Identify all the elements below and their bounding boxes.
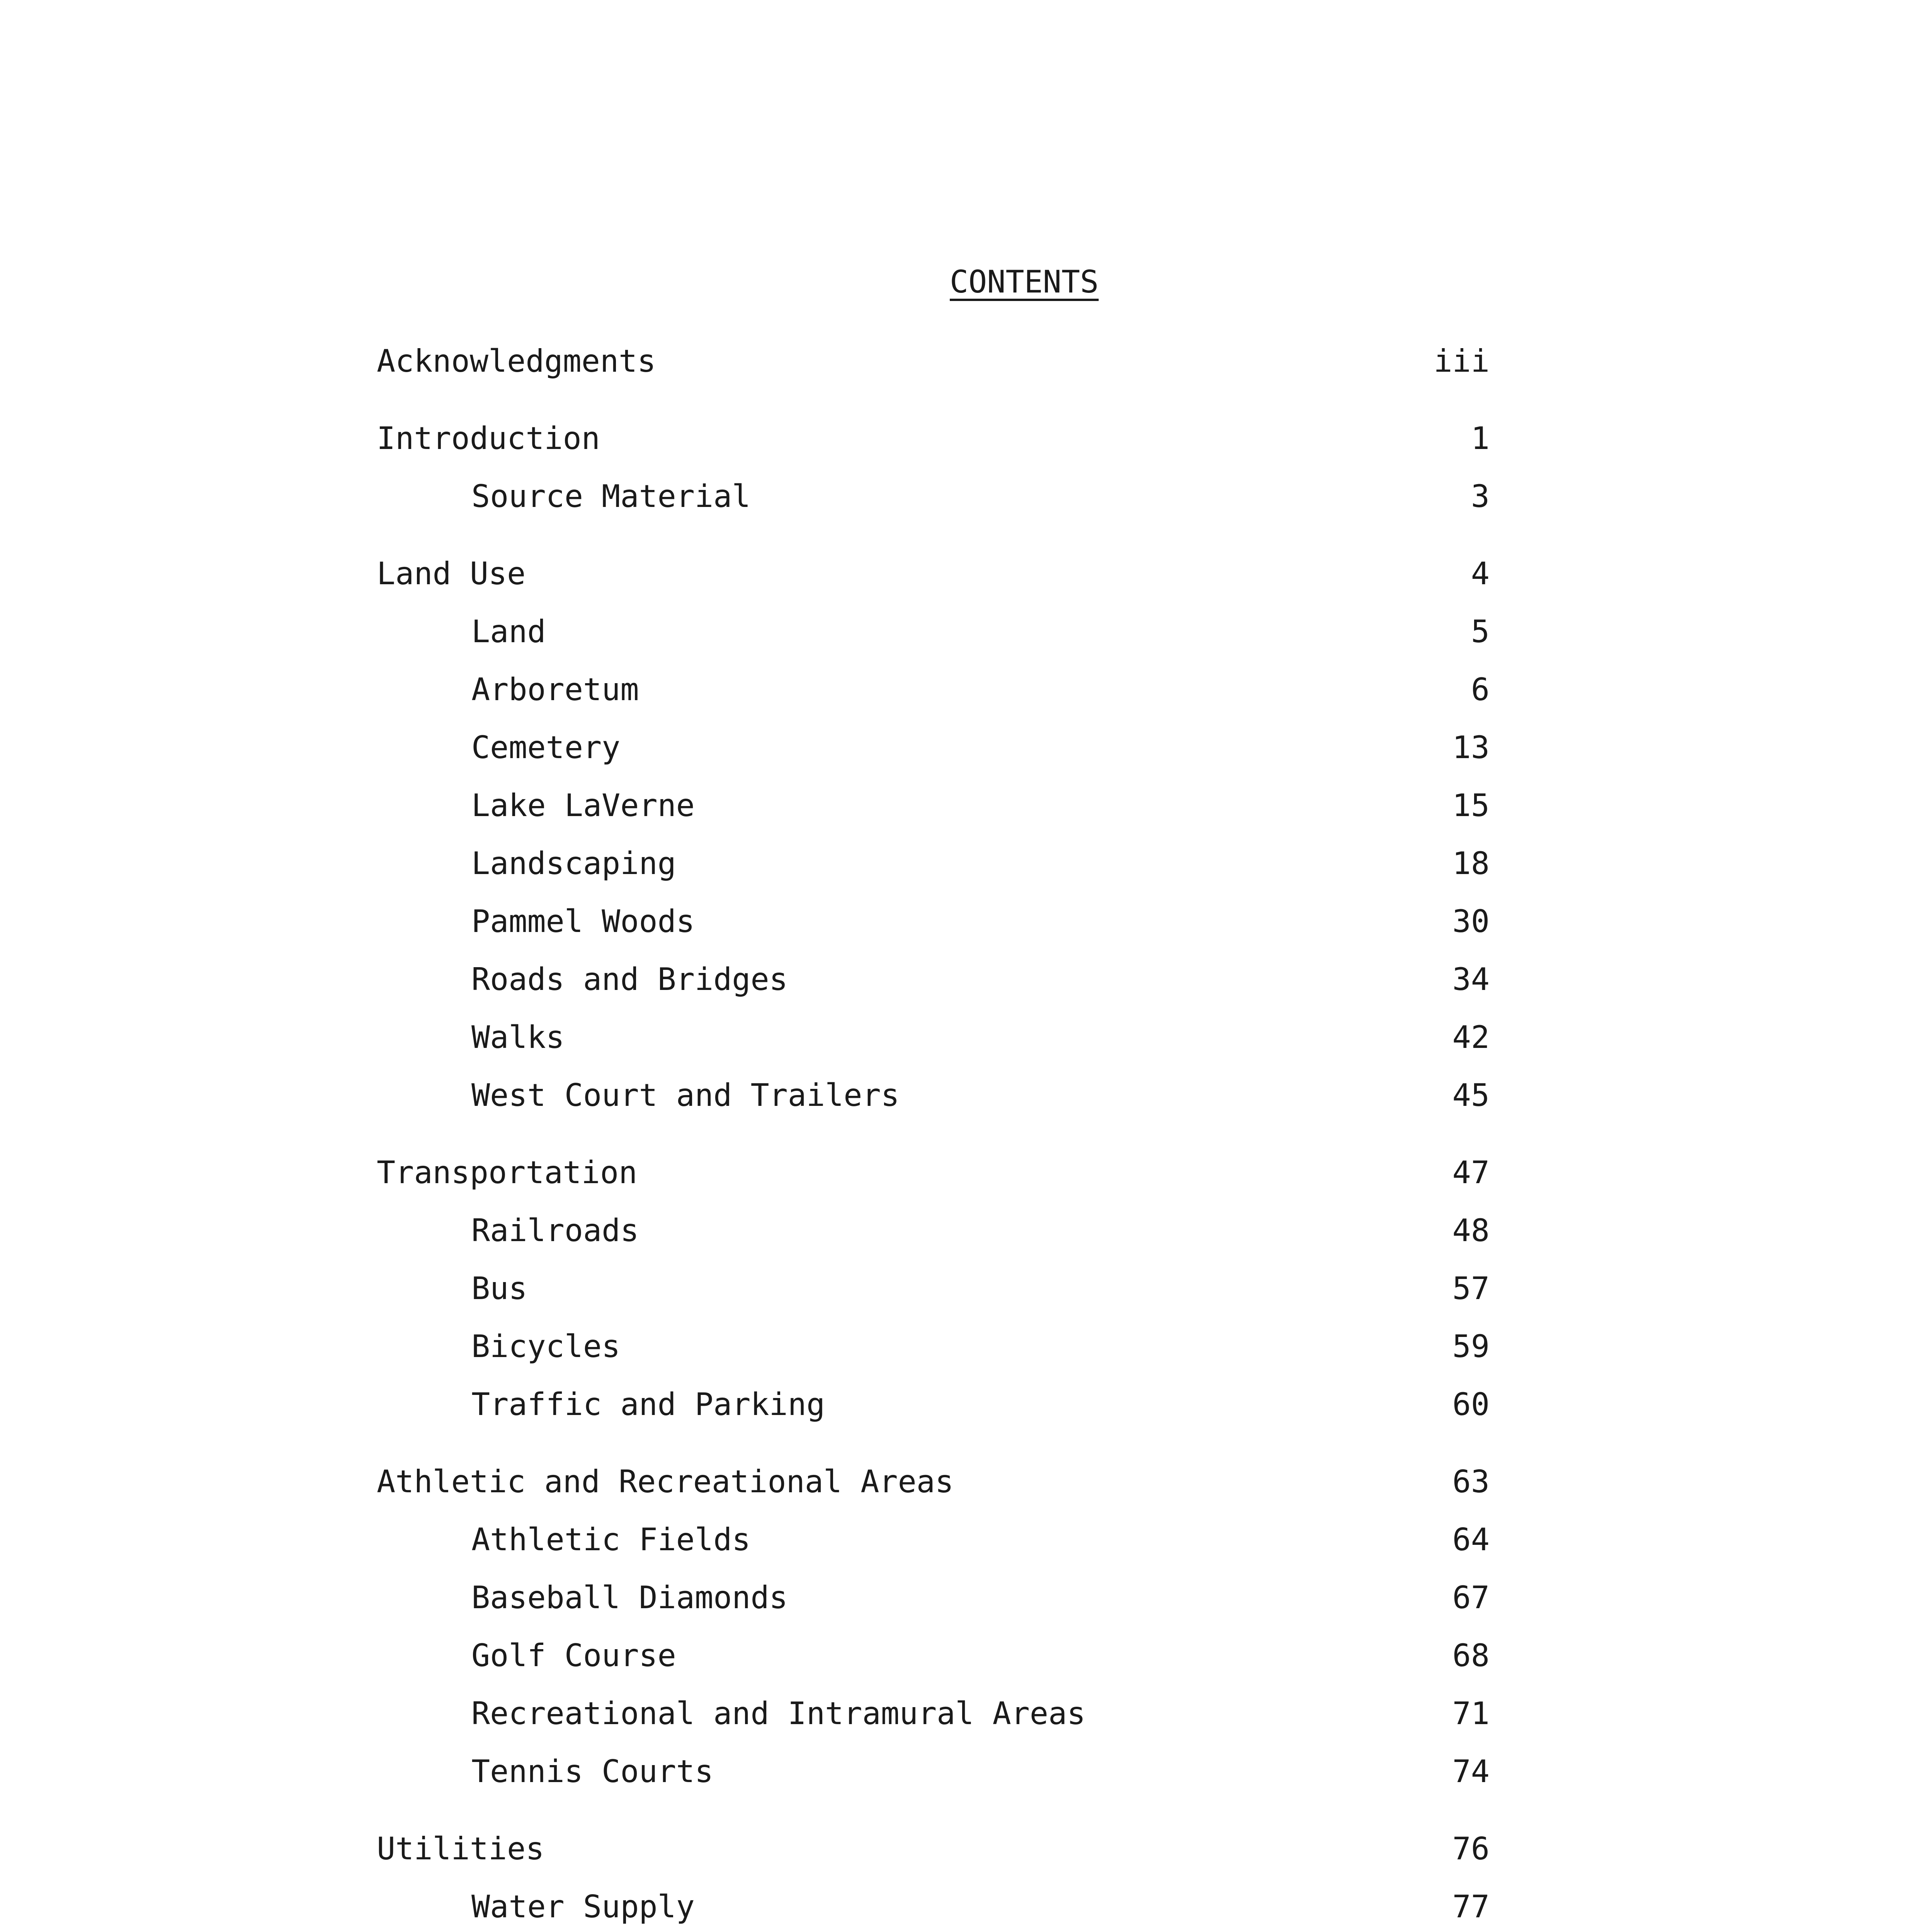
toc-subsection-entry (0, 784, 1932, 827)
toc-entry-page-number: 76 (1452, 1831, 1490, 1867)
toc-entry-label: Tennis Courts (471, 1753, 714, 1789)
toc-entry-label: Land Use (377, 556, 526, 592)
toc-subsection-entry (0, 1750, 1932, 1793)
toc-section-entry (0, 1461, 1932, 1503)
toc-subsection-entry (0, 668, 1932, 711)
toc-entry-label: Walks (471, 1019, 565, 1055)
toc-subsection-entry (0, 1209, 1932, 1252)
toc-entry-page-number: 13 (1452, 730, 1490, 765)
toc-entry-label: Recreational and Intramural Areas (471, 1696, 1086, 1731)
toc-subsection-entry (0, 1383, 1932, 1426)
toc-entry-label: Lake LaVerne (471, 787, 695, 823)
toc-entry-label: Pammel Woods (471, 903, 695, 939)
toc-entry-label: Baseball Diamonds (471, 1580, 788, 1616)
toc-entry-label: Cemetery (471, 730, 621, 765)
toc-entry-page-number: 3 (1471, 478, 1490, 514)
toc-section-entry (0, 417, 1932, 460)
toc-subsection-entry (0, 1886, 1932, 1928)
toc-entry-label: Transportation (377, 1155, 638, 1190)
toc-subsection-entry (0, 1577, 1932, 1619)
toc-subsection-entry (0, 1519, 1932, 1561)
toc-subsection-entry (0, 475, 1932, 518)
toc-subsection-entry (0, 1692, 1932, 1735)
toc-subsection-entry (0, 900, 1932, 943)
toc-entry-page-number: 67 (1452, 1580, 1490, 1616)
toc-entry-page-number: 1 (1471, 420, 1490, 456)
toc-entry-page-number: iii (1434, 343, 1490, 379)
toc-entry-label: Land (471, 614, 546, 650)
toc-entry-page-number: 4 (1471, 556, 1490, 592)
page-title: CONTENTS (950, 264, 1099, 300)
toc-entry-label: Acknowledgments (377, 343, 656, 379)
toc-entry-page-number: 47 (1452, 1155, 1490, 1190)
toc-entry-label: Bus (471, 1270, 527, 1306)
toc-entry-label: Athletic and Recreational Areas (377, 1464, 954, 1500)
toc-entry-page-number: 71 (1452, 1696, 1490, 1731)
toc-subsection-entry (0, 1325, 1932, 1368)
toc-entry-label: Athletic Fields (471, 1522, 751, 1558)
toc-subsection-entry (0, 842, 1932, 885)
toc-entry-label: Water Supply (471, 1889, 695, 1925)
toc-entry-page-number: 48 (1452, 1213, 1490, 1248)
toc-entry-page-number: 60 (1452, 1386, 1490, 1422)
toc-section-entry (0, 340, 1932, 383)
toc-entry-label: Utilities (377, 1831, 544, 1867)
toc-entry-page-number: 5 (1471, 614, 1490, 650)
toc-entry-page-number: 59 (1452, 1328, 1490, 1364)
toc-entry-label: Traffic and Parking (471, 1386, 825, 1422)
toc-entry-page-number: 34 (1452, 961, 1490, 997)
toc-entry-label: West Court and Trailers (471, 1077, 900, 1113)
toc-subsection-entry (0, 958, 1932, 1001)
toc-entry-label: Source Material (471, 478, 751, 514)
toc-entry-label: Bicycles (471, 1328, 621, 1364)
toc-section-entry (0, 1828, 1932, 1870)
toc-subsection-entry (0, 726, 1932, 769)
toc-entry-page-number: 6 (1471, 672, 1490, 707)
toc-entry-page-number: 18 (1452, 845, 1490, 881)
toc-entry-page-number: 63 (1452, 1464, 1490, 1500)
toc-section-entry (0, 1151, 1932, 1194)
toc-entry-page-number: 15 (1452, 787, 1490, 823)
toc-subsection-entry (0, 1267, 1932, 1310)
toc-entry-page-number: 77 (1452, 1889, 1490, 1925)
toc-entry-label: Introduction (377, 420, 600, 456)
toc-entry-page-number: 45 (1452, 1077, 1490, 1113)
toc-subsection-entry (0, 611, 1932, 653)
toc-entry-label: Roads and Bridges (471, 961, 788, 997)
toc-subsection-entry (0, 1634, 1932, 1677)
toc-entry-page-number: 30 (1452, 903, 1490, 939)
toc-entry-page-number: 57 (1452, 1270, 1490, 1306)
toc-subsection-entry (0, 1074, 1932, 1117)
toc-entry-page-number: 42 (1452, 1019, 1490, 1055)
toc-entry-page-number: 64 (1452, 1522, 1490, 1558)
toc-subsection-entry (0, 1016, 1932, 1059)
toc-entry-page-number: 68 (1452, 1638, 1490, 1673)
toc-entry-label: Arboretum (471, 672, 639, 707)
toc-entry-label: Golf Course (471, 1638, 676, 1673)
toc-entry-page-number: 74 (1452, 1753, 1490, 1789)
toc-entry-label: Landscaping (471, 845, 676, 881)
toc-section-entry (0, 553, 1932, 595)
toc-entry-label: Railroads (471, 1213, 639, 1248)
